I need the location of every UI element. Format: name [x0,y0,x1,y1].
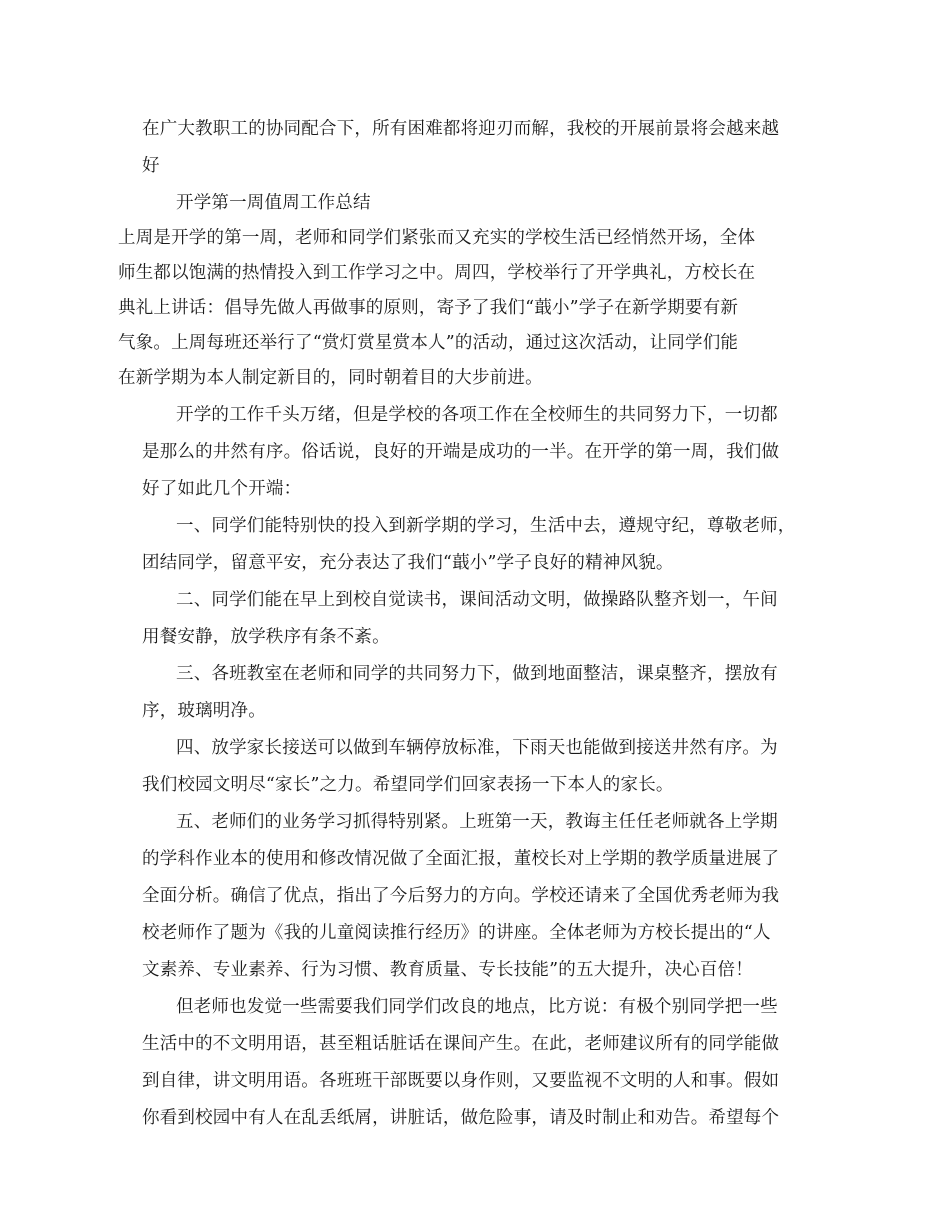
paragraph-line: 开学的工作千头万绪，但是学校的各项工作在全校师生的共同努力下，一切都 [176,405,778,425]
paragraph-line: 你看到校园中有人在乱丢纸屑，讲脏话，做危险事，请及时制止和劝告。希望每个 [142,1108,780,1128]
paragraph-line: 上周是开学的第一周，老师和同学们紧张而又充实的学校生活已经悄然开场，全体 [118,228,756,248]
paragraph-line: 生活中的不文明用语，甚至粗话脏话在课间产生。在此，老师建议所有的同学能做 [142,1034,780,1054]
paragraph-line: 但老师也发觉一些需要我们同学们改良的地点，比方说：有极个别同学把一些 [176,997,778,1017]
paragraph-line: 好了如此几个开端： [142,479,302,499]
paragraph-line: 四、放学家长接送可以做到车辆停放标准，下雨天也能做到接送井然有序。为 [176,738,778,758]
paragraph-line: 序，玻璃明净。 [142,701,266,721]
paragraph-line: 好 [142,156,160,176]
paragraph-line: 全面分析。确信了优点，指出了今后努力的方向。学校还请来了全国优秀老师为我 [142,886,780,906]
paragraph-line: 一、同学们能特别快的投入到新学期的学习，生活中去，遵规守纪，尊敬老师， [176,516,796,536]
paragraph-line: 的学科作业本的使用和修改情况做了全面汇报，董校长对上学期的教学质量进展了 [142,849,780,869]
paragraph-line: 到自律，讲文明用语。各班班干部既要以身作则，又要监视不文明的人和事。假如 [142,1071,780,1091]
section-title: 开学第一周值周工作总结 [176,193,371,213]
paragraph-line: 校老师作了题为《我的儿童阅读推行经历》的讲座。全体老师为方校长提出的“人 [142,923,771,943]
paragraph-line: 用餐安静，放学秩序有条不紊。 [142,627,390,647]
paragraph-line: 文素养、专业素养、行为习惯、教育质量、专长技能”的五大提升，决心百倍！ [142,960,753,980]
paragraph-line: 师生都以饱满的热情投入到工作学习之中。周四，学校举行了开学典礼，方校长在 [118,263,756,283]
paragraph-line: 气象。上周每班还举行了“赏灯赏星赏本人”的活动，通过这次活动，让同学们能 [118,333,739,353]
paragraph-line: 三、各班教室在老师和同学的共同努力下，做到地面整洁，课桌整齐，摆放有 [176,664,778,684]
paragraph-line: 五、老师们的业务学习抓得特别紧。上班第一天，教诲主任任老师就各上学期 [176,812,778,832]
paragraph-line: 我们校园文明尽“家长”之力。希望同学们回家表扬一下本人的家长。 [142,775,674,795]
paragraph-line: 是那么的井然有序。俗话说，良好的开端是成功的一半。在开学的第一周，我们做 [142,442,780,462]
paragraph-line: 典礼上讲话：倡导先做人再做事的原则，寄予了我们“蕺小”学子在新学期要有新 [118,298,739,318]
paragraph-line: 在广大教职工的协同配合下，所有困难都将迎刃而解，我校的开展前景将会越来越 [142,119,780,139]
paragraph-line: 在新学期为本人制定新目的，同时朝着目的大步前进。 [118,368,543,388]
paragraph-line: 团结同学，留意平安，充分表达了我们“蕺小”学子良好的精神风貌。 [142,553,674,573]
paragraph-line: 二、同学们能在早上到校自觉读书，课间活动文明，做操路队整齐划一，午间 [176,590,778,610]
